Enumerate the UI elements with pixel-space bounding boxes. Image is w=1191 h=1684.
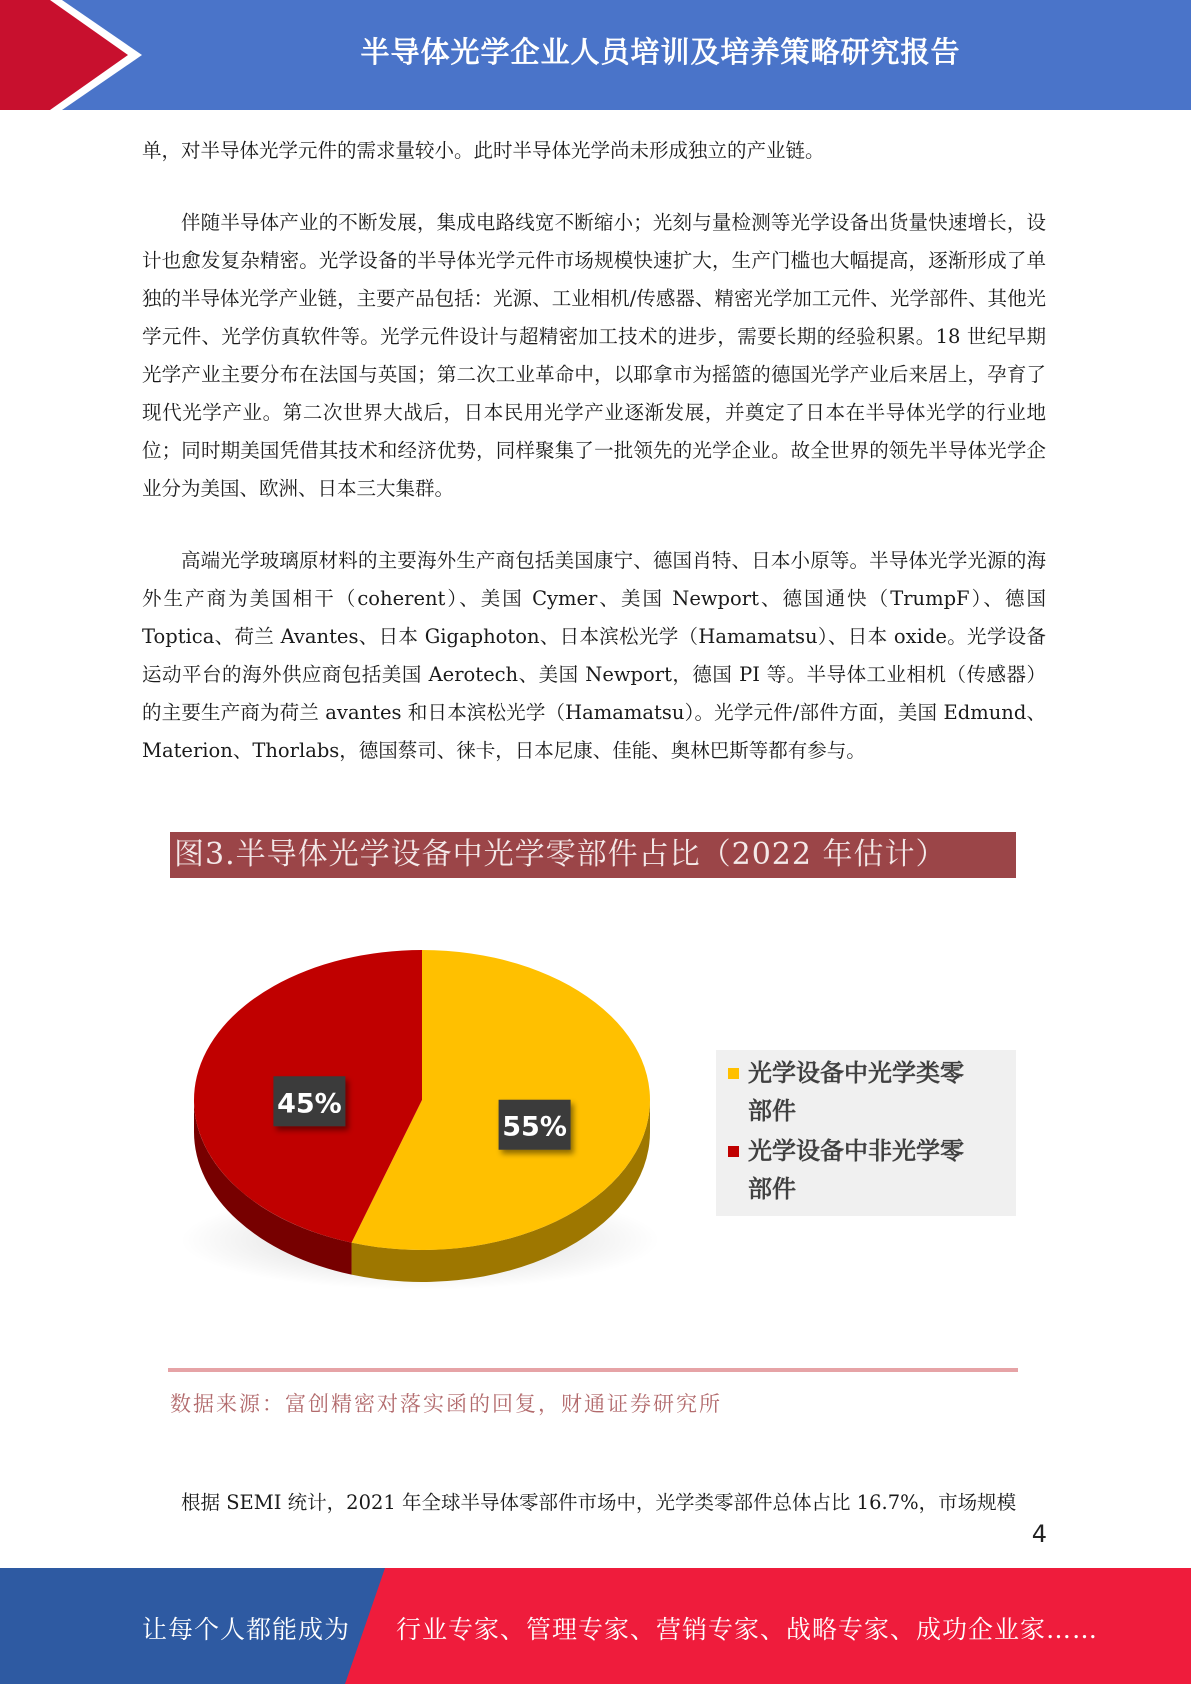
legend-item-optical: [726, 1054, 1006, 1130]
page-number: 4: [1031, 1520, 1047, 1548]
legend-label-non-optical-line1: 光学设备中非光学零: [748, 1137, 964, 1165]
data-label-optical: [499, 1100, 571, 1150]
data-label-non-optical: [273, 1076, 345, 1126]
chart-legend: [716, 1050, 1016, 1216]
legend-swatch-optical: [728, 1068, 739, 1079]
body-text: [142, 132, 1046, 804]
paragraph-3: 高端光学玻璃原材料的主要海外生产商包括美国康宁、德国肖特、日本小原等。半导体光学光源的海外生产商为美国相干（coherent）、美国 Cymer、美国 Newport、德国通快（TrumpF）、德国 Toptica、荷兰 Avantes、日本 Gigaphoton、日本滨松光学（Hamamatsu）、日本 oxide。光学设备运动平台的海外供应商包括美国 Aerotech、美国 Newport，德国 PI 等。半导体工业相机（传感器）的主要生产商为荷兰 avantes 和日本滨松光学（Hamamatsu）。光学元件/部件方面，美国 Edmund、Materion、Thorlabs，德国蔡司、徕卡，日本尼康、佳能、奥林巴斯等都有参与。: [142, 549, 1046, 762]
paragraph-4: 根据 SEMI 统计，2021 年全球半导体零部件市场中，光学类零部件总体占比 16.7%，市场规模: [181, 1491, 1017, 1514]
figure-divider: [168, 1368, 1018, 1372]
figure-pie-chart: [142, 800, 1046, 1440]
legend-swatch-non-optical: [728, 1146, 739, 1157]
figure-title: 图3.半导体光学设备中光学零部件占比（2022 年估计）: [170, 832, 1016, 878]
paragraph-1: 单，对半导体光学元件的需求量较小。此时半导体光学尚未形成独立的产业链。: [142, 139, 825, 162]
legend-label-non-optical-line2: 部件: [748, 1175, 796, 1203]
figure-source: 数据来源：富创精密对落实函的回复，财通证券研究所: [170, 1392, 722, 1416]
pie-chart: [182, 900, 702, 1320]
svg-text:45%: 45%: [277, 1088, 342, 1120]
footer-slogan-left: 让每个人都能成为: [142, 1615, 351, 1644]
page-header: [0, 0, 1191, 110]
paragraph-2: 伴随半导体产业的不断发展，集成电路线宽不断缩小；光刻与量检测等光学设备出货量快速增长，设计也愈发复杂精密。光学设备的半导体光学元件市场规模快速扩大，生产门槛也大幅提高，逐渐形成了单独的半导体光学产业链，主要产品包括：光源、工业相机/传感器、精密光学加工元件、光学部件、其他光学元件、光学仿真软件等。光学元件设计与超精密加工技术的进步，需要长期的经验积累。18 世纪早期光学产业主要分布在法国与英国；第二次工业革命中，以耶拿市为摇篮的德国光学产业后来居上，孕育了现代光学产业。第二次世界大战后，日本民用光学产业逐渐发展，并奠定了日本在半导体光学的行业地位；同时期美国凭借其技术和经济优势，同样聚集了一批领先的光学企业。故全世界的领先半导体光学企业分为美国、欧洲、日本三大集群。: [142, 211, 1046, 500]
page-footer: [0, 1568, 1191, 1684]
legend-item-non-optical: [726, 1132, 1006, 1208]
legend-label-optical-line1: 光学设备中光学类零: [748, 1059, 964, 1087]
header-arrow-decoration: [0, 0, 160, 110]
svg-text:55%: 55%: [502, 1111, 567, 1143]
footer-slogan-right: 行业专家、管理专家、营销专家、战略专家、成功企业家……: [396, 1615, 1099, 1644]
legend-label-optical-line2: 部件: [748, 1097, 796, 1125]
header-title: 半导体光学企业人员培训及培养策略研究报告: [360, 35, 961, 69]
